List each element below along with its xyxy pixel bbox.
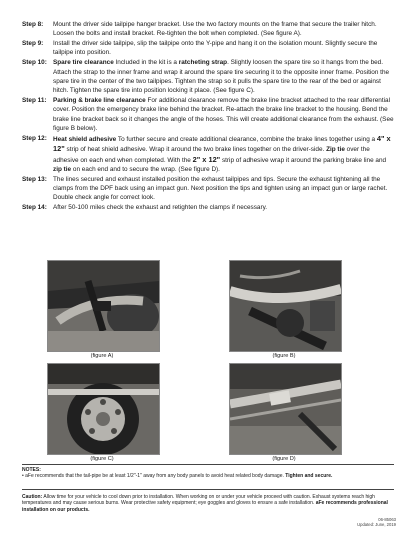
step-bold-text: Spare tire clearance bbox=[53, 59, 114, 67]
notes-text: aFe recommends that the tail-pipe be at least 1/2"-1" away from any body panels to avoid heat related body damage. bbox=[25, 473, 284, 480]
figure-d-photo bbox=[229, 363, 342, 455]
figure-c-photo bbox=[47, 363, 160, 455]
step-text-run: After 50-100 miles check the exhaust and retighten the clamps if necessary. bbox=[53, 204, 268, 212]
step-bold-text: ratcheting strap bbox=[178, 59, 228, 67]
step-text-run: . Slightly loosen the spare tire so it hangs from the bed. Attach the strap to the inner frame and wrap it around the spare tire securing it to the opposite inner frame. Position the spare tire in the center of the two tailpipes. Tighten the strap so it pulls the spare tire to the rear of the bed or against hitch. Tighten the spare tire into position locking it place. (See figure C). bbox=[53, 59, 390, 95]
notes-bold-text: Tighten and secure. bbox=[285, 473, 333, 480]
step-text-run: Included in the kit is a bbox=[113, 59, 179, 67]
step-number: Step 14: bbox=[22, 204, 47, 212]
step-number: Step 12: bbox=[22, 134, 47, 142]
step-text bbox=[53, 203, 394, 212]
step-text-run: Mount the driver side tailpipe hanger bracket. Use the two factory mounts on the frame that secure the trailer hitch. Loosen the bolts and install bracket. Re-tighten the bolt when completed. (See figure A). bbox=[53, 21, 377, 38]
step-row bbox=[22, 20, 394, 39]
divider-top bbox=[22, 464, 394, 465]
footer bbox=[357, 517, 396, 527]
step-text-run: Install the driver side tailpipe, slip the tailpipe onto the Y-pipe and hang it on the isolation mount. Slightly secure the tailpipe into position. bbox=[53, 40, 378, 57]
figure-a-photo bbox=[47, 260, 160, 352]
step-text bbox=[53, 96, 394, 133]
step-bold-text: Heat shield adhesive bbox=[53, 135, 117, 143]
step-text-run: strip of heat shield adhesive. Wrap it around the two brake lines together on the driver-side. bbox=[64, 146, 327, 154]
figure-d-caption: (figure D) bbox=[272, 456, 296, 462]
step-number: Step 13: bbox=[22, 175, 47, 183]
step-text-run: The lines secured and exhaust installed position the exhaust tailpipes and tips. Secure the exhaust tightening all the clamps from the DPF back using an impact gun. Next position the tips and tighten using an impact gun or large rachet. Double check angle for correct look. bbox=[53, 175, 388, 202]
figure-b-caption: (figure B) bbox=[272, 353, 296, 359]
step-row bbox=[22, 175, 394, 203]
step-text bbox=[53, 175, 394, 203]
step-row bbox=[22, 134, 394, 174]
figure-b-photo bbox=[229, 260, 342, 352]
step-row bbox=[22, 203, 394, 212]
step-number: Step 11: bbox=[22, 97, 47, 105]
step-number: Step 8: bbox=[22, 21, 44, 28]
part-number: 06-85063 bbox=[378, 517, 396, 522]
notes-item bbox=[22, 473, 394, 479]
step-bold-text: Parking & brake line clearance bbox=[53, 97, 146, 105]
step-bold-text: Zip tie bbox=[326, 146, 345, 154]
step-row bbox=[22, 39, 394, 58]
notes-heading: NOTES: bbox=[22, 467, 41, 473]
notes-bullet: • bbox=[22, 473, 24, 480]
step-text-run: on each end and to secure the wrap. (See figure D). bbox=[71, 165, 220, 173]
caution-bold-text: aFe recommends professional installation on our products. bbox=[22, 500, 388, 513]
step-text-run: strip of adhesive wrap it around the parking brake line and bbox=[220, 156, 387, 164]
step-text bbox=[53, 20, 394, 39]
updated-date: Updated: June, 2019 bbox=[357, 522, 396, 528]
step-bold-text: 2" x 12" bbox=[192, 154, 221, 164]
step-bold-text: zip tie bbox=[53, 165, 72, 173]
step-number: Step 10: bbox=[22, 59, 47, 67]
caution-label: Caution: bbox=[22, 494, 43, 500]
step-row bbox=[22, 96, 394, 133]
notes-section bbox=[22, 467, 394, 480]
step-text-run: over the adhesive on each end when completed. With the bbox=[53, 146, 370, 164]
caution-text: Allow time for your vehicle to cool down prior to installation. When working on or under your vehicle proceed with caution. Exhaust systems reach high temperatures and may cause serious burns. Wear protective safety equipment; eye goggles and gloves to ensure a safe installation. bbox=[22, 494, 375, 507]
step-text-run: To further secure and create additional clearance, combine the brake lines together using a bbox=[116, 135, 377, 143]
figure-a-caption: (figure A) bbox=[90, 353, 114, 359]
step-text bbox=[53, 39, 394, 58]
step-row bbox=[22, 58, 394, 95]
step-text bbox=[53, 58, 394, 95]
instruction-steps bbox=[22, 20, 394, 213]
step-number: Step 9: bbox=[22, 40, 44, 48]
caution-section bbox=[22, 494, 394, 513]
step-text-run: For additional clearance remove the brake line bracket attached to the rear differential cover. Position the emergency brake line behind the bracket. Re-attach the brake line bracket to the housing. Bend the brake line bracket back so it changes the angle of the hoses. This will create additional clearance from the exhaust. (See figure B below). bbox=[53, 97, 394, 133]
divider-bottom bbox=[22, 489, 394, 490]
figure-c-caption: (figure C) bbox=[90, 456, 114, 462]
step-bold-text: 4" x 12" bbox=[53, 133, 391, 154]
step-text bbox=[53, 134, 394, 174]
